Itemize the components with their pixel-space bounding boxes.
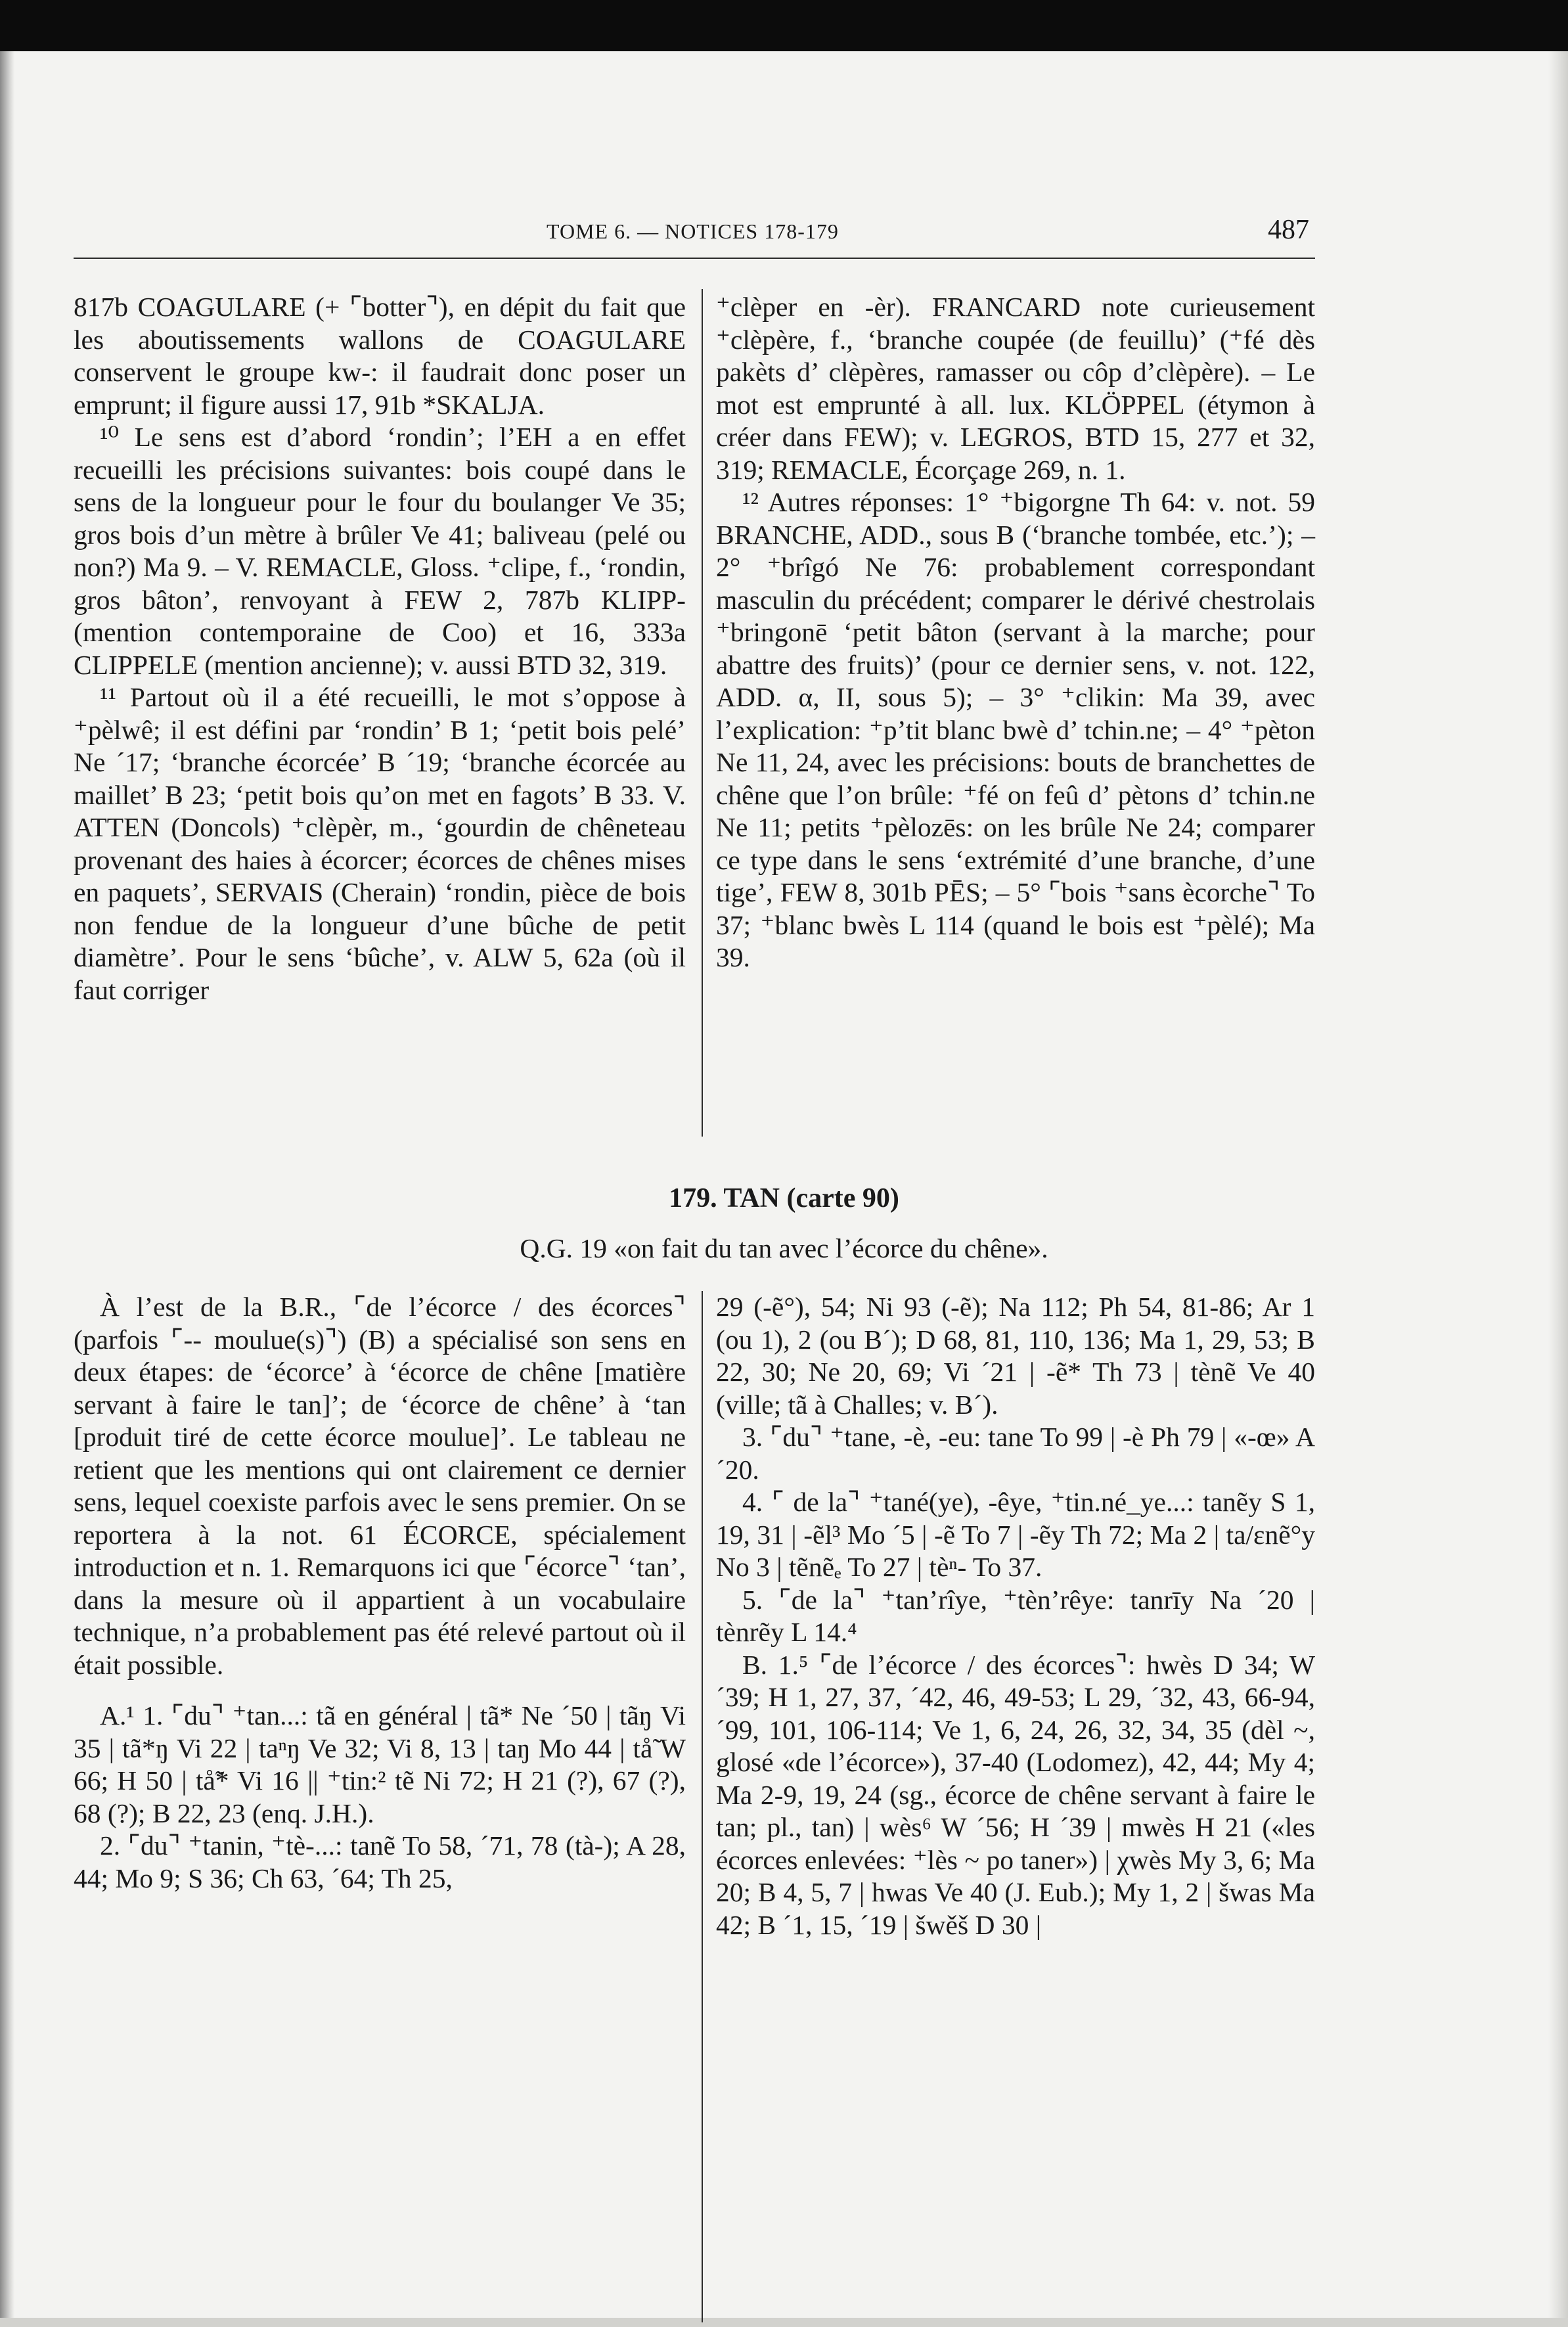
footnote-10: ¹⁰ Le sens est d’abord ‘rondin’; l’EH a en effet recueilli les précisions suivantes: bois coupé dans le sens de la longueur pour le four du boulanger Ve 35; gros bois d’un mètre à brûler Ve 41; baliveau (pelé ou non?) Ma 9. – V. REMACLE, Gloss. ⁺clipe, f., ‘rondin, gros bâton’, renvoyant à FEW 2, 787b KLIPP- (mention contemporaine de Coo) et 16, 333a CLIPPELE (mention ancienne); v. aussi BTD 32, 319. xyxy=(74,422,686,680)
entry-a1: A.¹ 1. ⌜du⌝ ⁺tan...: tã en général | tã* Ne ´50 | tãŋ Vi 35 | tã*ŋ Vi 22 | taⁿŋ Ve 32; Vi 8, 13 | taŋ Mo 44 | tå̃ W 66; H 50 | tå̃* Vi 16 || ⁺tin:² tẽ Ni 72; H 21 (?), 67 (?), 68 (?); B 22, 23 (enq. J.H.). xyxy=(74,1700,686,1828)
section-title: 179. TAN (carte 90) xyxy=(669,1183,899,1213)
upper-right-column xyxy=(716,291,1315,974)
entry-a2-continuation: 29 (-ẽ°), 54; Ni 93 (-ẽ); Na 112; Ph 54, 81-86; Ar 1 (ou 1), 2 (ou B´); D 68, 81, 110, 136; Ma 1, 29, 53; B 22, 30; Ne 20, 69; Vi ´21 | -ẽ* Th 73 | tènẽ Ve 40 (ville; tã à Challes; v. B´). xyxy=(716,1292,1315,1420)
column-divider-upper xyxy=(702,289,703,1137)
paragraph-gap xyxy=(74,1681,686,1700)
footnote-12: ¹² Autres réponses: 1° ⁺bigorgne Th 64: v. not. 59 BRANCHE, ADD., sous B (‘branche tombée, etc.’); – 2° ⁺brîgó Ne 76: probablement correspondant masculin du précédent; comparer le dérivé chestrolais ⁺bringonē ‘petit bâton (servant à la marche; pour abattre des fruits)’ (pour ce dernier sens, v. not. 122, ADD. α, II, sous 5); – 3° ⁺clikin: Ma 39, avec l’explication: ⁺p’tit blanc bwè d’ tchin.ne; – 4° ⁺pèton Ne 11, 24, avec les précisions: bouts de branchettes de chêne que l’on brûle: ⁺fé on feû d’ pètons d’ tchin.ne Ne 11; petits ⁺pèlozēs: on les brûle Ne 24; comparer ce type dans le sens ‘extrémité d’une branche, d’une tige’, FEW 8, 301b PĒS; – 5° ⌜bois ⁺sans ècorche⌝ To 37; ⁺blanc bwès L 114 (quand le bois est ⁺pèlé); Ma 39. xyxy=(716,487,1315,972)
entry-a4: 4. ⌜ de la⌝ ⁺tané(ye), -êye, ⁺tin.né_ye...: tanẽy S 1, 19, 31 | -ẽl³ Mo ´5 | -ẽ To 7 | -ẽy Th 72; Ma 2 | ta/ɛnẽ°y No 3 | tẽnẽₑ To 27 | tèⁿ- To 37. xyxy=(716,1487,1315,1582)
footnote-11: ¹¹ Partout où il a été recueilli, le mot s’oppose à ⁺pèlwê; il est défini par ‘rondin’ B 1; ‘petit bois pelé’ Ne ´17; ‘branche écorcée’ B ´19; ‘branche écorcée au maillet’ B 23; ‘petit bois qu’on met en fagots’ B 33. V. ATTEN (Doncols) ⁺clèpèr, m., ‘gourdin de chêneteau provenant des haies à écorcer; écorces de chênes mises en paquets’, SERVAIS (Cherain) ‘rondin, pièce de bois non fendue de la longueur d’une bûche de petit diamètre’. Pour le sens ‘bûche’, v. ALW 5, 62a (où il faut corriger xyxy=(74,682,686,1005)
entry-a5: 5. ⌜de la⌝ ⁺tan’rîye, ⁺tèn’rêye: tanrīy Na ´20 | tènrẽy L 14.⁴ xyxy=(716,1584,1315,1647)
lower-left-column xyxy=(74,1291,686,1895)
scan-top-border xyxy=(0,0,1568,51)
footnote-11-continuation: ⁺clèper en -èr). FRANCARD note curieusement ⁺clèpère, f., ‘branche coupée (de feuillu)’ (⁺fé dès pakèts d’ clèpères, ramasser ou côp d’clèpère). – Le mot est emprunté à all. lux. KLÖPPEL (étymon à créer dans FEW); v. LEGROS, BTD 15, 277 et 32, 319; REMACLE, Écorçage 269, n. 1. xyxy=(716,292,1315,485)
page-number: 487 xyxy=(1268,215,1309,245)
intro-paragraph: À l’est de la B.R., ⌜de l’écorce / des écorces⌝ (parfois ⌜-- moulue(s)⌝) (B) a spécialisé son sens en deux étapes: de ‘écorce’ à ‘écorce de chêne [matière servant à faire le tan]’; de ‘écorce de chêne’ à ‘tan [produit tiré de cette écorce moulue]’. Le tableau ne retient que les mentions qui ont clairement ce dernier sens, lequel coexiste parfois avec le sens premier. On se reportera à la not. 61 ÉCORCE, spécialement introduction et n. 1. Remarquons ici que ⌜écorce⌝ ‘tan’, dans la mesure où il appartient à un vocabulaire technique, n’a probablement pas été relevé partout où il était possible. xyxy=(74,1292,686,1680)
scan-bottom-edge xyxy=(0,2318,1568,2327)
column-divider-lower xyxy=(702,1291,703,2322)
header-rule xyxy=(74,258,1315,259)
upper-left-column xyxy=(74,291,686,1006)
lower-right-column xyxy=(716,1291,1315,1941)
question-line: Q.G. 19 «on fait du tan avec l’écorce du chêne». xyxy=(520,1233,1048,1263)
footnote-continuation: 817b COAGULARE (+ ⌜botter⌝), en dépit du fait que les aboutissements wallons de COAGULARE conservent le groupe kw-: il faudrait donc poser un emprunt; il figure aussi 17, 91b *SKALJA. xyxy=(74,292,686,420)
running-header: TOME 6. — NOTICES 178-179 xyxy=(547,219,839,243)
entry-a2: 2. ⌜du⌝ ⁺tanin, ⁺tè-...: tanẽ To 58, ´71, 78 (tà-); A 28, 44; Mo 9; S 36; Ch 63, ´64; Th 25, xyxy=(74,1830,686,1893)
entry-b1: B. 1.⁵ ⌜de l’écorce / des écorces⌝: hwès D 34; W ´39; H 1, 27, 37, ´42, 46, 49-53; L 29, ´32, 43, 66-94, ´99, 101, 106-114; Ve 1, 6, 24, 26, 32, 34, 35 (dèl ~, glosé «de l’écorce»), 37-40 (Lodomez), 42, 44; My 4; Ma 2-9, 19, 24 (sg., écorce de chêne servant à faire le tan; pl., tan) | wès⁶ W ´56; H ´39 | mwès H 21 («les écorces enlevées: ⁺lès ~ po taner») | χwès My 3, 6; Ma 20; B 4, 5, 7 | hwas Ve 40 (J. Eub.); My 1, 2 | šwas Ma 42; B ´1, 15, ´19 | šwěš D 30 | xyxy=(716,1649,1315,1940)
entry-a3: 3. ⌜du⌝ ⁺tane, -è, -eu: tane To 99 | -è Ph 79 | «-œ» A ´20. xyxy=(716,1422,1315,1485)
